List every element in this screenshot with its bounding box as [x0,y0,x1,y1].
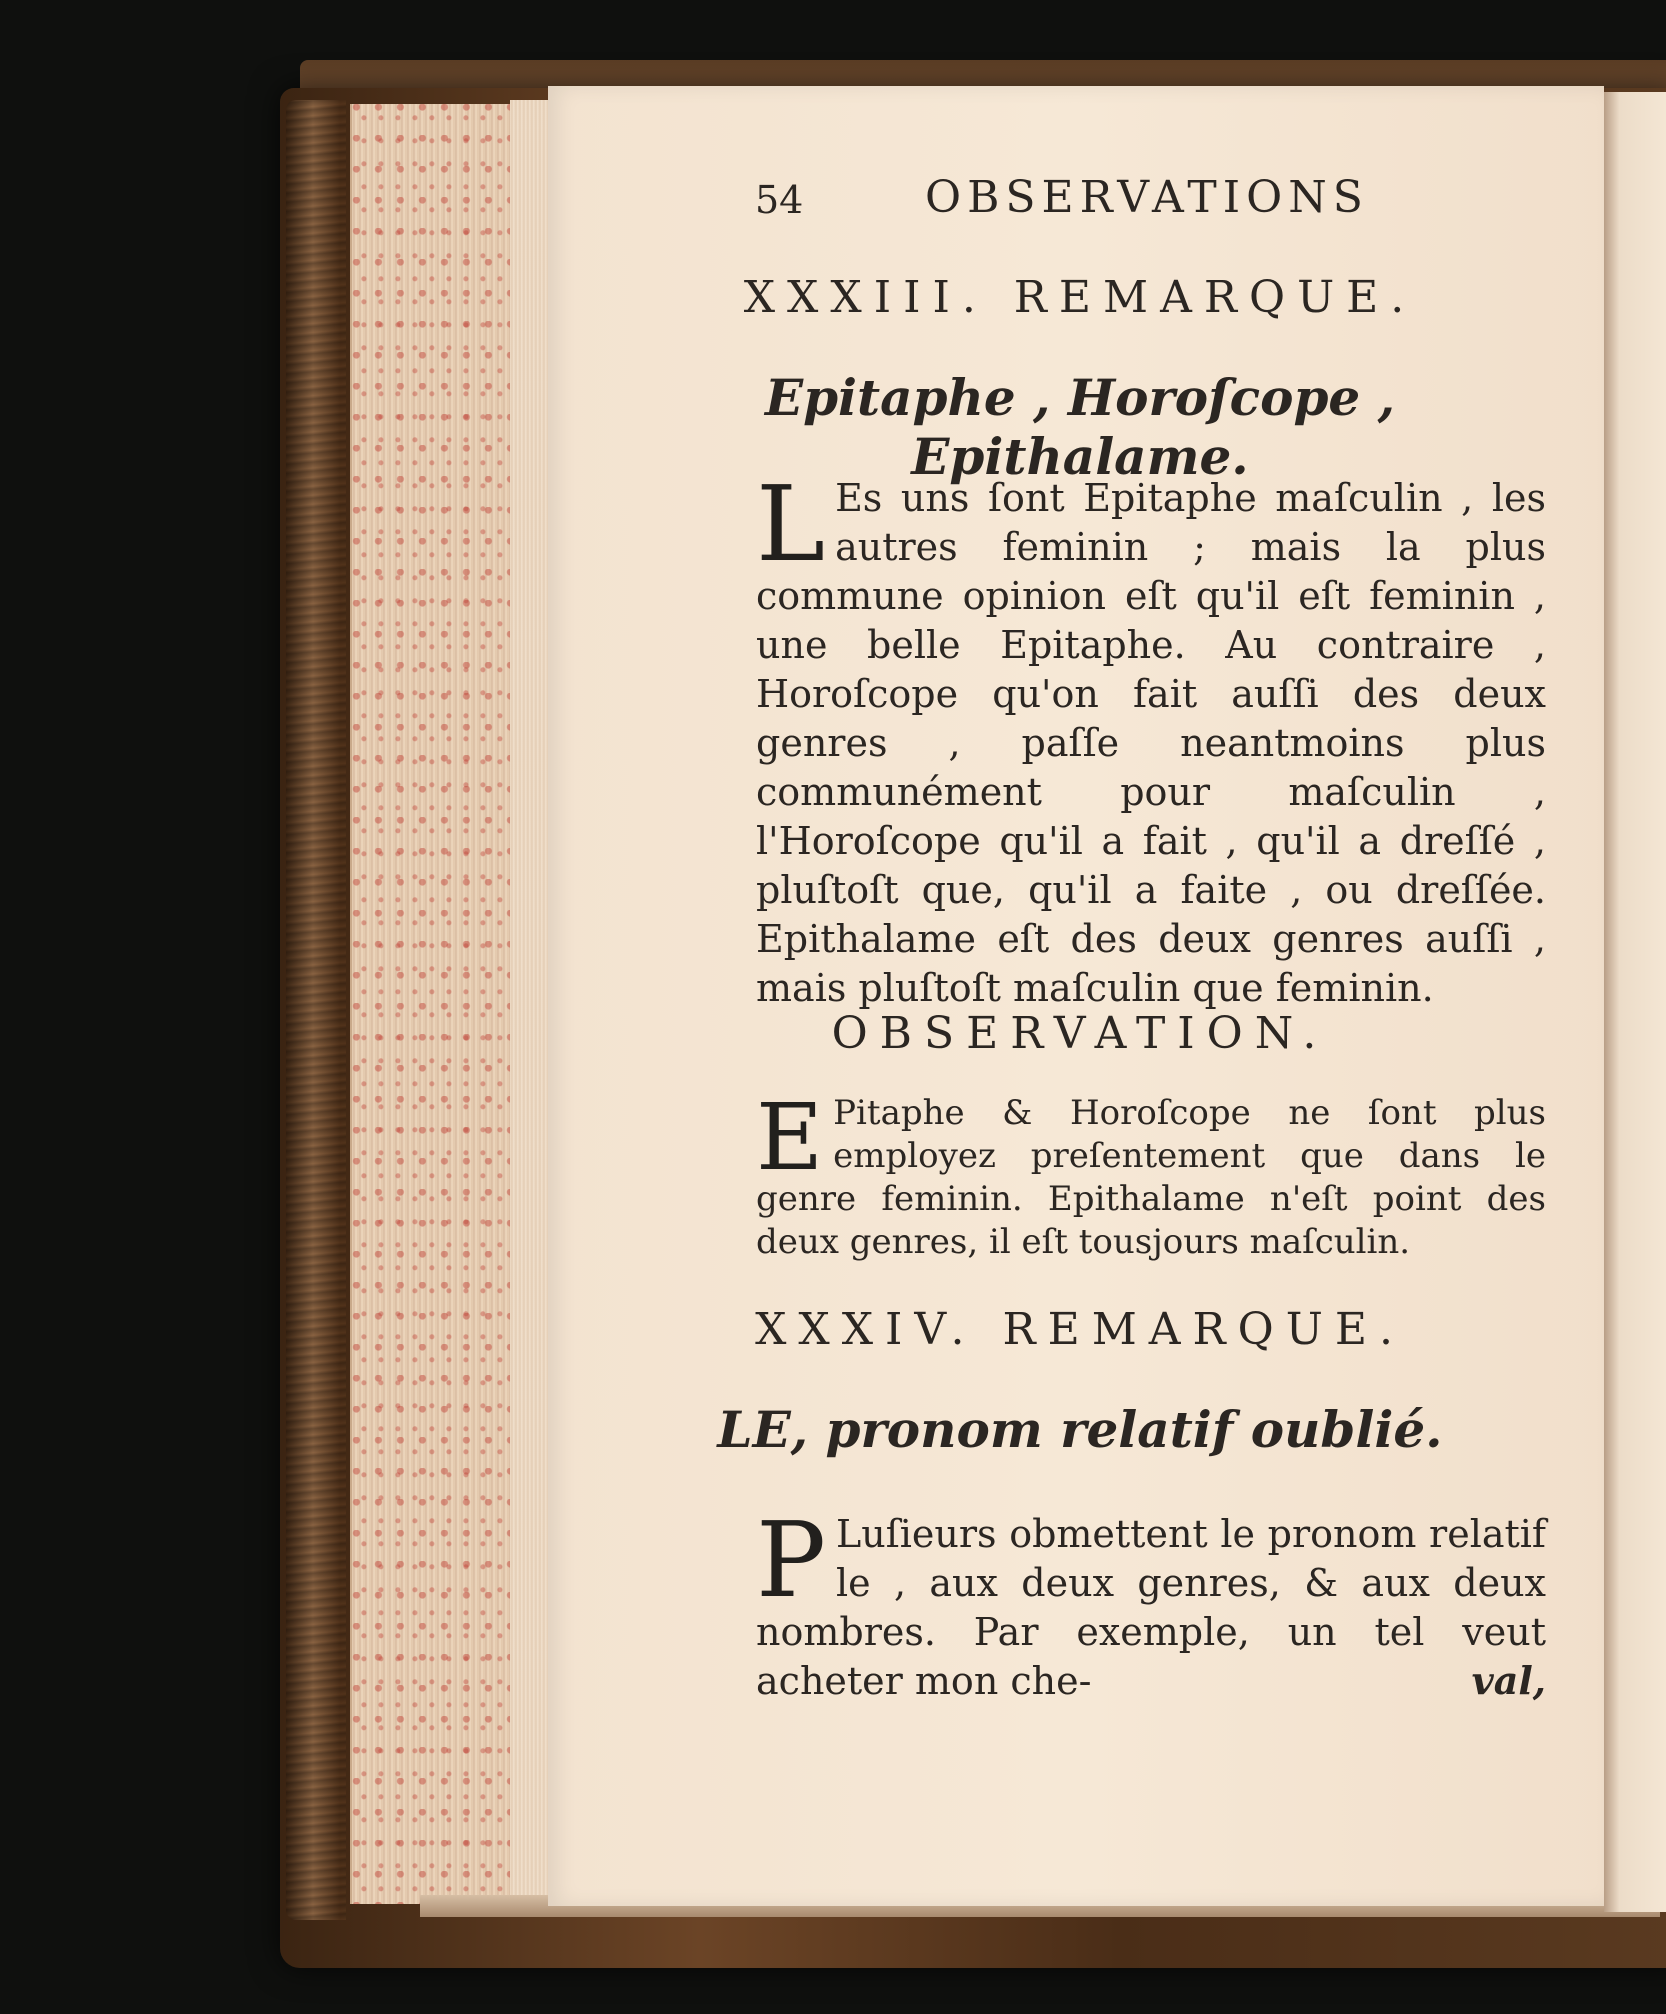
section-heading-xxxiii: XXXIII. REMARQUE. [743,272,1417,323]
running-title: OBSERVATIONS [925,172,1369,223]
remarque-xxxiii-text: Es uns ſont Epitaphe maſculin , les autres feminin ; mais la plus commune opinion eſt qu'il eſt feminin , une belle Epitaphe. Au contraire , Horoſcope qu'on fait auſſi des deux genres , paſſe neantmoins plus communément pour maſculin , l'Horoſcope qu'il a fait , qu'il a dreſſé , pluſtoſt que, qu'il a faite , ou dreſſée. Epithalame eſt des deux genres auſſi , mais pluſtoſt maſculin que feminin. [756,476,1546,1010]
page-edge-inner [510,100,550,1905]
dropcap-p: P [756,1499,826,1621]
observation-text: Pitaphe & Horoſcope ne ſont plus employez preſentement que dans le genre feminin. Epithalame n'eſt point des deux genres, il eſt tousjours maſculin. [756,1093,1546,1262]
section-subheading-epitaphe: Epitaphe , Horoſcope , Epithalame. [764,368,1396,486]
catchword: val, [1471,1658,1546,1703]
observation-heading: OBSERVATION. [831,1008,1329,1059]
remarque-xxxiii-paragraph [756,463,1546,1013]
sprinkled-page-edge [350,104,512,1904]
observation-paragraph [756,1084,1546,1264]
section-subheading-le: LE, pronom relatif oublié. [717,1400,1443,1459]
leather-spine [286,100,346,1920]
dropcap-l: L [756,463,826,585]
page-number: 54 [755,178,804,222]
remarque-xxxiv-text: Luſieurs obmettent le pronom relatif le , aux deux genres, & aux deux nombres. Par exemple, un tel veut acheter mon che- [756,1512,1546,1703]
dropcap-e: E [756,1084,824,1191]
next-page-edge [1604,92,1666,1912]
section-heading-xxxiv: XXXIV. REMARQUE. [755,1304,1405,1355]
